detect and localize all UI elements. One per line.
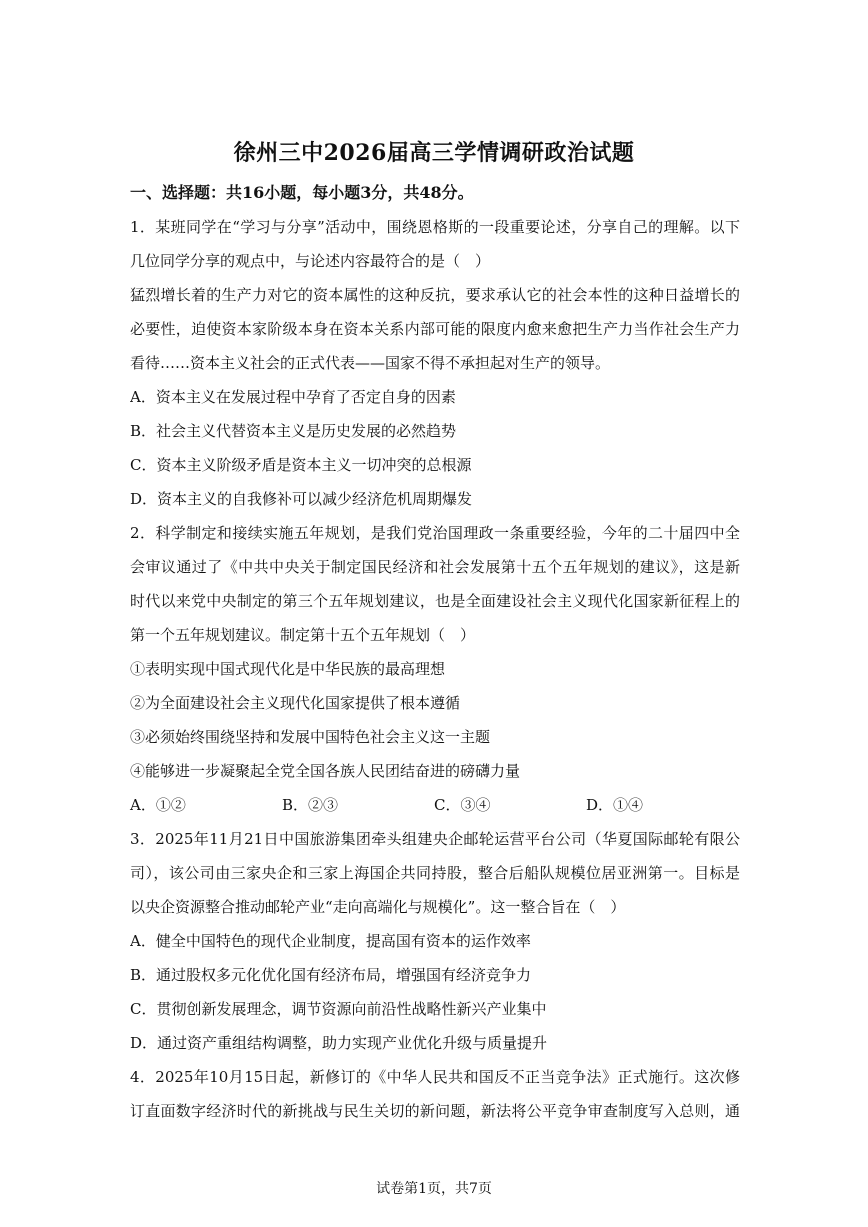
- q3-option-d: D．通过资产重组结构调整，助力实现产业优化升级与质量提升: [130, 1034, 548, 1052]
- q2-line: 第一个五年规划建议。制定第十五个五年规划（ ）: [130, 626, 476, 644]
- q1-option-d: D．资本主义的自我修补可以减少经济危机周期爆发: [130, 490, 473, 508]
- page-footer: 试卷第1页，共7页: [376, 1181, 492, 1197]
- q2-statement: ④能够进一步凝聚起全党全国各族人民团结奋进的磅礴力量: [130, 762, 521, 780]
- q1-option-c: C．资本主义阶级矛盾是资本主义一切冲突的总根源: [130, 456, 472, 474]
- q2-line: 会审议通过了《中共中央关于制定国民经济和社会发展第十五个五年规划的建议》，这是新: [130, 558, 740, 576]
- q2-options: [130, 788, 740, 822]
- questions: [130, 210, 740, 1128]
- q1-quote-line: 猛烈增长着的生产力对它的资本属性的这种反抗，要求承认它的社会本性的这种日益增长的: [130, 286, 740, 304]
- q3-line: 以央企资源整合推动邮轮产业“走向高端化与规模化”。这一整合旨在（ ）: [130, 898, 626, 916]
- q1-option-a: A．资本主义在发展过程中孕育了否定自身的因素: [130, 388, 456, 406]
- q1-quote-line: 必要性，迫使资本家阶级本身在资本关系内部可能的限度内愈来愈把生产力当作社会生产力: [130, 320, 740, 338]
- q3-option-c: C．贯彻创新发展理念，调节资源向前沿性战略性新兴产业集中: [130, 1000, 547, 1018]
- q2-statement: ②为全面建设社会主义现代化国家提供了根本遵循: [130, 694, 461, 712]
- q2-statement: ③必须始终围绕坚持和发展中国特色社会主义这一主题: [130, 728, 491, 746]
- q3-option-b: B．通过股权多元化优化国有经济布局，增强国有经济竞争力: [130, 966, 532, 984]
- exam-title: 徐州三中2026届高三学情调研政治试题: [233, 140, 635, 166]
- q1-quote-line: 看待……资本主义社会的正式代表——国家不得不承担起对生产的领导。: [130, 354, 611, 372]
- q3-line: 司），该公司由三家央企和三家上海国企共同持股，整合后船队规模位居亚洲第一。目标是: [130, 864, 740, 882]
- q2-line: 2．科学制定和接续实施五年规划，是我们党治国理政一条重要经验，今年的二十届四中全: [130, 524, 740, 542]
- q1-line: 几位同学分享的观点中，与论述内容最符合的是（ ）: [130, 252, 491, 270]
- q1-line: 1．某班同学在“学习与分享”活动中，围绕恩格斯的一段重要论述，分享自己的理解。以下: [130, 218, 740, 236]
- q4-line: 订直面数字经济时代的新挑战与民生关切的新问题，新法将公平竞争审查制度写入总则，通: [130, 1102, 740, 1120]
- q2-option-c: C．③④: [434, 796, 491, 814]
- q2-line: 时代以来党中央制定的第三个五年规划建议，也是全面建设社会主义现代化国家新征程上的: [130, 592, 740, 610]
- q2-statement: ①表明实现中国式现代化是中华民族的最高理想: [130, 660, 446, 678]
- q4-line: 4．2025年10月15日起，新修订的《中华人民共和国反不正当竞争法》正式施行。这次修: [130, 1068, 740, 1086]
- q1-option-b: B．社会主义代替资本主义是历史发展的必然趋势: [130, 422, 457, 440]
- q2-option-a: A．①②: [130, 796, 186, 814]
- section-heading: 一、选择题：共16小题，每小题3分，共48分。: [130, 183, 474, 202]
- q3-option-a: A．健全中国特色的现代企业制度，提高国有资本的运作效率: [130, 932, 531, 950]
- q3-line: 3．2025年11月21日中国旅游集团牵头组建央企邮轮运营平台公司（华夏国际邮轮有限公: [130, 830, 740, 848]
- q2-option-d: D．①④: [586, 796, 644, 814]
- q2-option-b: B．②③: [282, 796, 339, 814]
